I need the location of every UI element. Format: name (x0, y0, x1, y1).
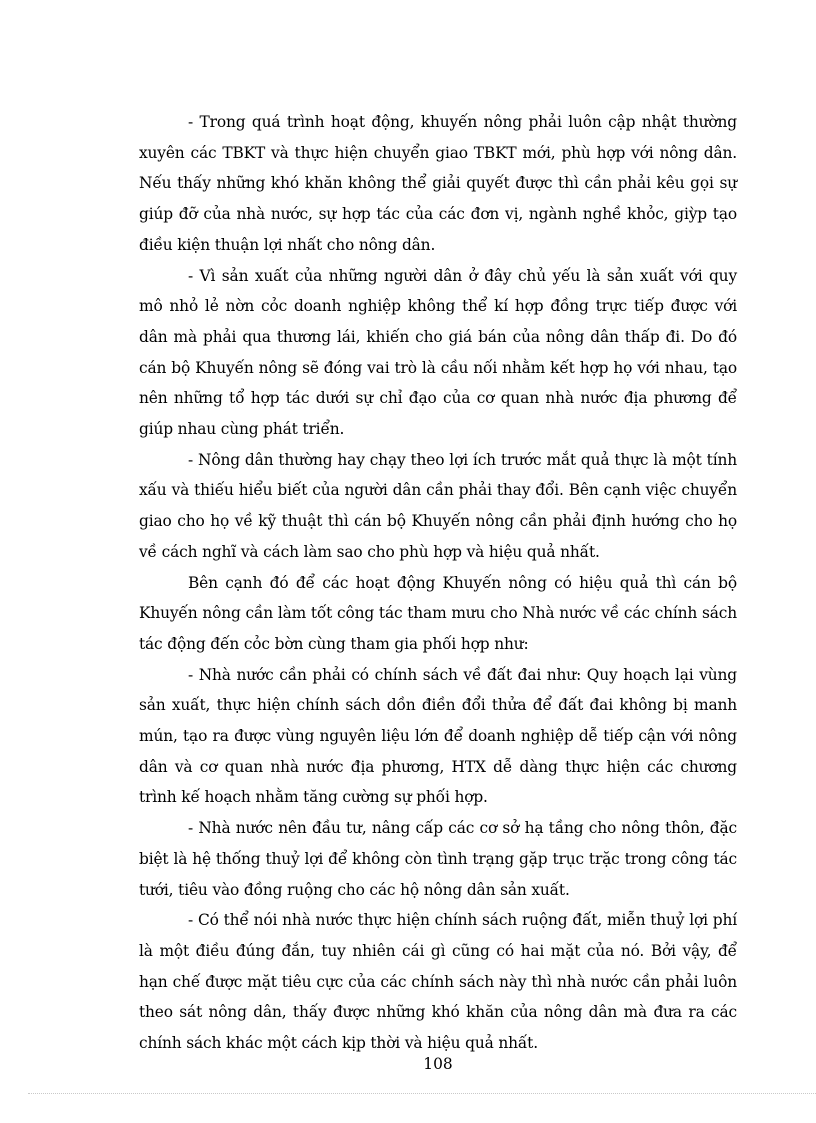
paragraph-3: - Nông dân thường hay chạy theo lợi ích trước mắt quả thực là một tính xấu và thiếu hiểu biết của người dân cần phải thay đổi. Bên cạnh việc chuyển giao cho họ về kỹ thuật thì cán bộ Khuyến nông cần phải định hướng cho họ về cách nghĩ và cách làm sao cho phù hợp và hiệu quả nhất. (139, 450, 737, 561)
paragraph-5: - Nhà nước cần phải có chính sách về đất đai như: Quy hoạch lại vùng sản xuất, thực hiện chính sách dồn điền đổi thửa để đất đai không bị manh mún, tạo ra được vùng nguyên liệu lớn để doanh nghiệp dễ tiếp cận với nông dân và cơ quan nhà nước địa phương, HTX dễ dàng thực hiện các chương trình kế hoạch nhằm tăng cường sự phối hợp. (139, 665, 737, 807)
paragraph-4: Bên cạnh đó để các hoạt động Khuyến nông có hiệu quả thì cán bộ Khuyến nông cần làm tốt công tác tham mưu cho Nhà nước về các chính sách tác động đến cỏc bờn cùng tham gia phối hợp như: (139, 573, 737, 653)
paragraph-6: - Nhà nước nên đầu tư, nâng cấp các cơ sở hạ tầng cho nông thôn, đặc biệt là hệ thống thuỷ lợi để không còn tình trạng gặp trục trặc trong công tác tưới, tiêu vào đồng ruộng cho các hộ nông dân sản xuất. (139, 819, 737, 899)
paragraph-7: - Có thể nói nhà nước thực hiện chính sách ruộng đất, miễn thuỷ lợi phí là một điều đúng đắn, tuy nhiên cái gì cũng có hai mặt của nó. Bởi vậy, để hạn chế được mặt tiêu cực của các chính sách này thì nhà nước cần phải luôn theo sát nông dân, thấy được những khó khăn của nông dân mà đưa ra các chính sách khác một cách kịp thời và hiệu quả nhất. (139, 911, 737, 1053)
paragraph-2: - Vì sản xuất của những người dân ở đây chủ yếu là sản xuất với quy mô nhỏ lẻ nờn cỏc doanh nghiệp không thể kí hợp đồng trực tiếp được với dân mà phải qua thương lái, khiến cho giá bán của nông dân thấp đi. Do đó cán bộ Khuyến nông sẽ đóng vai trò là cầu nối nhằm kết hợp họ với nhau, tạo nên những tổ hợp tác dưới sự chỉ đạo của cơ quan nhà nước địa phương để giúp nhau cùng phát triển. (139, 266, 737, 439)
document-body (139, 107, 737, 1059)
page-number: 108 (423, 1055, 453, 1073)
paragraph-1: - Trong quá trình hoạt động, khuyến nông phải luôn cập nhật thường xuyên các TBKT và thực hiện chuyển giao TBKT mới, phù hợp với nông dân. Nếu thấy những khó khăn không thể giải quyết được thì cần phải kêu gọi sự giúp đỡ của nhà nước, sự hợp tác của các đơn vị, ngành nghề khỏc, giỳp tạo điều kiện thuận lợi nhất cho nông dân. (139, 113, 737, 254)
page-bottom-border (28, 1093, 816, 1094)
